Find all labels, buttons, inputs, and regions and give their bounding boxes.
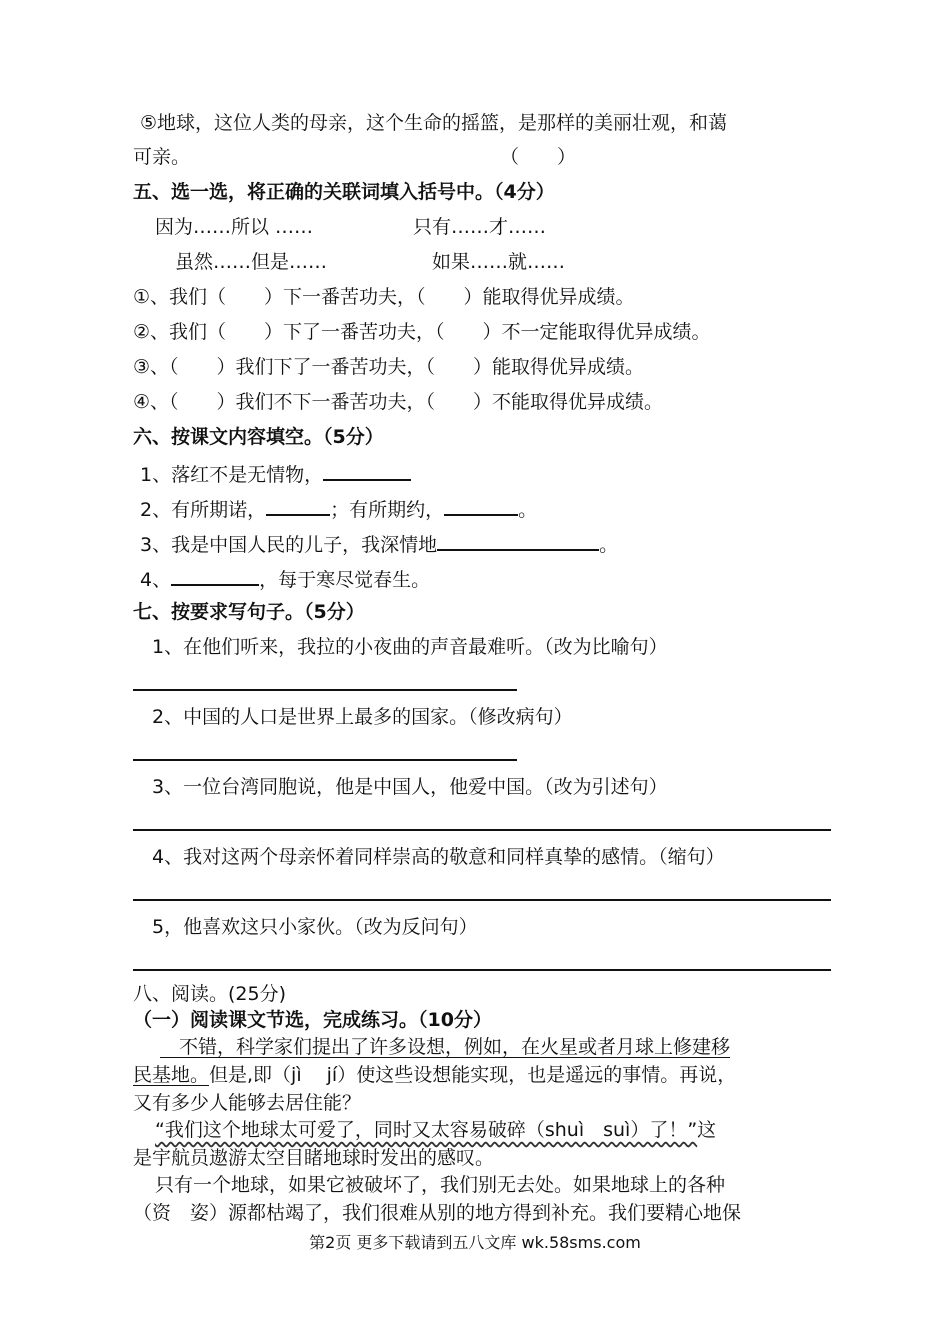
passage-p1-underlined: 不错，科学家们提出了许多设想，例如，在火星或者月球上修建移 <box>160 1036 731 1058</box>
answer-line-1[interactable] <box>133 689 517 691</box>
item2-text-b: ；有所期约， <box>330 499 445 521</box>
section5-item-3: ③、（ ）我们下了一番苦功夫，（ ）能取得优异成绩。 <box>133 356 645 378</box>
section7-item-3: 3、一位台湾同胞说，他是中国人，他爱中国。（改为引述句） <box>152 776 668 798</box>
section5-item-4: ④、（ ）我们不下一番苦功夫，（ ）不能取得优异成绩。 <box>133 391 664 413</box>
item2-answer-blank-1[interactable] <box>266 494 330 516</box>
option-zhiyou-cai: 只有……才…… <box>413 216 547 238</box>
passage-p1-rest: 但是,即（jì jí）使这些设想能实现，也是遥远的事情。再说， <box>209 1064 737 1086</box>
passage-p1-line2 <box>133 1062 736 1088</box>
answer-line-4[interactable] <box>133 899 831 901</box>
item3-text-a: 3、我是中国人民的儿子，我深情地 <box>140 534 438 556</box>
section7-item-2: 2、中国的人口是世界上最多的国家。（修改病句） <box>152 706 573 728</box>
q4-item5-line2: 可亲。 <box>133 146 191 168</box>
item2-text-c: 。 <box>518 499 538 521</box>
page-footer: 第2页 更多下载请到五八文库 wk.58sms.com <box>309 1233 641 1252</box>
item4-text-a: 4、 <box>140 569 172 591</box>
answer-line-2[interactable] <box>133 759 517 761</box>
item2-text-a: 2、有所期诺， <box>140 499 267 521</box>
item1-answer-blank[interactable] <box>323 459 411 481</box>
section6-item-1 <box>140 459 411 485</box>
section6-heading: 六、按课文内容填空。（5分） <box>133 426 384 448</box>
passage-p2-wavy: “我们这个地球太可爱了，同时又太容易破碎（shuì suì）了！” <box>155 1119 698 1141</box>
item1-text: 1、落红不是无情物， <box>140 464 324 486</box>
item3-answer-blank[interactable] <box>437 529 599 551</box>
section5-heading: 五、选一选，将正确的关联词填入括号中。（4分） <box>133 181 555 203</box>
passage-p1-line3: 又有多少人能够去居住能？ <box>133 1092 362 1114</box>
q4-item5-line1: ⑤地球，这位人类的母亲，这个生命的摇篮，是那样的美丽壮观，和蔼 <box>140 112 728 134</box>
item4-answer-blank[interactable] <box>171 564 259 586</box>
item4-text-b: ，每于寒尽觉春生。 <box>259 569 431 591</box>
option-ruguo-jiu: 如果……就…… <box>432 251 566 273</box>
passage-p1-underlined-2: 民基地。 <box>133 1064 210 1086</box>
section7-item-1: 1、在他们听来，我拉的小夜曲的声音最难听。（改为比喻句） <box>152 636 668 658</box>
item3-text-b: 。 <box>599 534 619 556</box>
item2-answer-blank-2[interactable] <box>444 494 518 516</box>
section7-heading: 七、按要求写句子。（5分） <box>133 601 365 623</box>
passage-p3-line1: 只有一个地球，如果它被破坏了，我们别无去处。如果地球上的各种 <box>155 1174 726 1196</box>
option-suiran-danshi: 虽然……但是…… <box>175 251 328 273</box>
passage-p1-line1 <box>160 1034 730 1060</box>
section6-item-4 <box>140 564 430 590</box>
answer-line-3[interactable] <box>133 829 831 831</box>
section6-item-3 <box>140 529 618 555</box>
section7-item-4: 4、我对这两个母亲怀着同样崇高的敬意和同样真挚的感情。（缩句） <box>152 846 725 868</box>
passage-p2-line1 <box>155 1117 716 1143</box>
section5-item-1: ①、我们（ ）下一番苦功夫，（ ）能取得优异成绩。 <box>133 286 635 308</box>
passage-p2-line2: 是宇航员遨游太空目睹地球时发出的感叹。 <box>133 1147 495 1169</box>
q4-item5-answer-paren[interactable]: （ ） <box>500 146 577 168</box>
passage-p2-tail: 这 <box>697 1119 717 1141</box>
section8-heading: 八、阅读。(25分) <box>133 983 287 1005</box>
option-yinwei-suoyi: 因为……所以 …… <box>155 216 314 238</box>
passage-p3-line2: （资 姿）源都枯竭了，我们很难从别的地方得到补充。我们要精心地保 <box>133 1202 742 1224</box>
answer-line-5[interactable] <box>133 969 831 971</box>
section7-item-5: 5，他喜欢这只小家伙。（改为反问句） <box>152 916 478 938</box>
reading1-heading: （一）阅读课文节选，完成练习。（10分） <box>133 1009 492 1031</box>
section5-item-2: ②、我们（ ）下了一番苦功夫，（ ）不一定能取得优异成绩。 <box>133 321 711 343</box>
section6-item-2 <box>140 494 537 520</box>
